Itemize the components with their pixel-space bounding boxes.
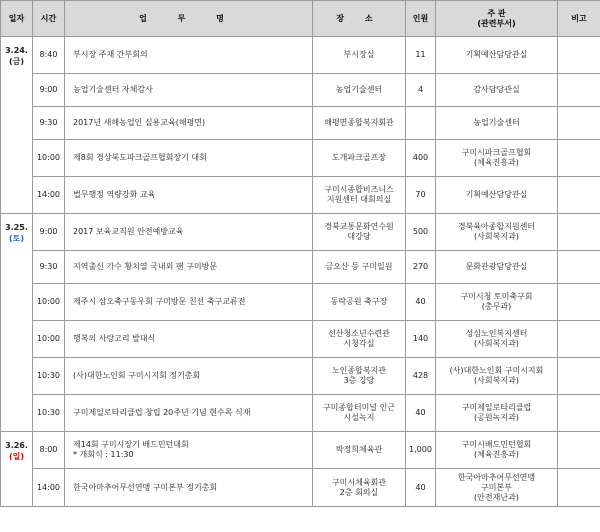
time-cell: 10:30: [33, 358, 65, 395]
place-cell: 구미시체육회관 2층 회의실: [313, 469, 406, 507]
place-cell: 농업기술센터: [313, 74, 406, 107]
host-cell: 기획예산담당관실: [436, 37, 558, 74]
place-cell: 구미시종합비즈니스 지원센터 대회의실: [313, 177, 406, 214]
host-cell: 성심노인복지센터 (사회복지과): [436, 321, 558, 358]
host-cell: 감사담당관실: [436, 74, 558, 107]
task-cell: 구미제일로타리클럽 창립 20주년 기념 현수목 식재: [65, 395, 313, 432]
date-cell: [1, 107, 33, 140]
table-row: [1, 432, 600, 469]
people-cell: 270: [406, 251, 436, 284]
people-cell: 1,000: [406, 432, 436, 469]
host-cell: 기획예산담당관실: [436, 177, 558, 214]
people-cell: 400: [406, 140, 436, 177]
table-row: [1, 214, 600, 251]
header-note: 비고: [558, 1, 600, 37]
host-cell: 구미시청 토미축구회 (총무과): [436, 284, 558, 321]
note-cell: [558, 177, 600, 214]
task-cell: (사)대한노인회 구미시지회 정기총회: [65, 358, 313, 395]
note-cell: [558, 214, 600, 251]
people-cell: 140: [406, 321, 436, 358]
header-place: 장 소: [313, 1, 406, 37]
time-cell: 14:00: [33, 177, 65, 214]
table-row: [1, 321, 600, 358]
day-label: (토): [8, 234, 25, 243]
time-cell: 10:30: [33, 395, 65, 432]
note-cell: [558, 107, 600, 140]
date-cell: [1, 358, 33, 395]
time-cell: 9:00: [33, 74, 65, 107]
header-people: 인원: [406, 1, 436, 37]
table-row: [1, 358, 600, 395]
header-time: 시간: [33, 1, 65, 37]
table-row: [1, 37, 600, 74]
table-row: [1, 251, 600, 284]
task-cell: 행복의 사랑고리 발대식: [65, 321, 313, 358]
people-cell: 500: [406, 214, 436, 251]
note-cell: [558, 321, 600, 358]
people-cell: 11: [406, 37, 436, 74]
date-cell: [1, 74, 33, 107]
host-cell: 구미시배드민턴협회 (체육진흥과): [436, 432, 558, 469]
host-cell: 한국아마추어무선연맹 구미본부 (안전재난과): [436, 469, 558, 507]
date-label: 3.26.: [5, 441, 28, 450]
note-cell: [558, 469, 600, 507]
time-cell: 8:00: [33, 432, 65, 469]
time-cell: 8:40: [33, 37, 65, 74]
table-row: [1, 177, 600, 214]
place-cell: 선산청소년수련관 시청각실: [313, 321, 406, 358]
table-row: [1, 140, 600, 177]
place-cell: 박정희체육관: [313, 432, 406, 469]
time-cell: 9:30: [33, 251, 65, 284]
task-cell: 농업기술센터 자체감사: [65, 74, 313, 107]
place-cell: 동락공원 축구장: [313, 284, 406, 321]
place-cell: 경북교통문화연수원 대강당: [313, 214, 406, 251]
place-cell: 구미종합터미널 인근 시설녹지: [313, 395, 406, 432]
host-cell: 구미시파크골프협회 (체육진흥과): [436, 140, 558, 177]
table-row: [1, 107, 600, 140]
note-cell: [558, 358, 600, 395]
date-cell: [1, 432, 33, 469]
note-cell: [558, 140, 600, 177]
people-cell: 40: [406, 284, 436, 321]
people-cell: 70: [406, 177, 436, 214]
place-cell: 금오산 등 구미일원: [313, 251, 406, 284]
note-cell: [558, 37, 600, 74]
note-cell: [558, 284, 600, 321]
note-cell: [558, 432, 600, 469]
date-cell: [1, 284, 33, 321]
place-cell: 노인종합복지관 3층 강당: [313, 358, 406, 395]
task-cell: 제14회 구미시장기 배드민턴대회 * 개회식 : 11:30: [65, 432, 313, 469]
host-cell: 농업기술센터: [436, 107, 558, 140]
time-cell: 9:00: [33, 214, 65, 251]
day-label: (금): [8, 57, 25, 66]
table-row: [1, 74, 600, 107]
header-host: 주 관 (관련부서): [436, 1, 558, 37]
place-cell: 도개파크골프장: [313, 140, 406, 177]
people-cell: 40: [406, 395, 436, 432]
date-cell: [1, 321, 33, 358]
task-cell: 한국아마추어무선연맹 구미본부 정기총회: [65, 469, 313, 507]
people-cell: [406, 107, 436, 140]
date-cell: [1, 140, 33, 177]
task-cell: 2017년 새해농업인 실용교육(해평면): [65, 107, 313, 140]
date-cell: [1, 177, 33, 214]
table-row: [1, 395, 600, 432]
header-task: 업 무 명: [65, 1, 313, 37]
task-cell: 제8회 경상북도파크골프협회장기 대회: [65, 140, 313, 177]
people-cell: 428: [406, 358, 436, 395]
task-cell: 부시장 주재 간부회의: [65, 37, 313, 74]
note-cell: [558, 251, 600, 284]
time-cell: 10:00: [33, 140, 65, 177]
task-cell: 제주시 삼오축구동우회 구미방문 친선 축구교류전: [65, 284, 313, 321]
header-row: [1, 1, 600, 37]
date-cell: [1, 251, 33, 284]
day-label: (일): [8, 452, 25, 461]
header-date: 일자: [1, 1, 33, 37]
host-cell: (사)대한노인회 구미시지회 (사회복지과): [436, 358, 558, 395]
task-cell: 법무행정 역량강화 교육: [65, 177, 313, 214]
time-cell: 10:00: [33, 321, 65, 358]
place-cell: 부시장실: [313, 37, 406, 74]
date-label: 3.25.: [5, 223, 28, 232]
date-label: 3.24.: [5, 46, 28, 55]
people-cell: 4: [406, 74, 436, 107]
date-cell: [1, 37, 33, 74]
task-cell: 2017 보육교직원 안전예방교육: [65, 214, 313, 251]
task-cell: 지역출신 가수 황치열 국내외 팬 구미방문: [65, 251, 313, 284]
table-row: [1, 469, 600, 507]
place-cell: 해평면종합복지회관: [313, 107, 406, 140]
date-cell: [1, 214, 33, 251]
note-cell: [558, 395, 600, 432]
host-cell: 경북육아종합지원센터 (사회복지과): [436, 214, 558, 251]
people-cell: 40: [406, 469, 436, 507]
time-cell: 14:00: [33, 469, 65, 507]
host-cell: 구미제일로타리클럽 (공원녹지과): [436, 395, 558, 432]
note-cell: [558, 74, 600, 107]
time-cell: 10:00: [33, 284, 65, 321]
time-cell: 9:30: [33, 107, 65, 140]
table-row: [1, 284, 600, 321]
host-cell: 문화관광담당관실: [436, 251, 558, 284]
date-cell: [1, 395, 33, 432]
date-cell: [1, 469, 33, 507]
